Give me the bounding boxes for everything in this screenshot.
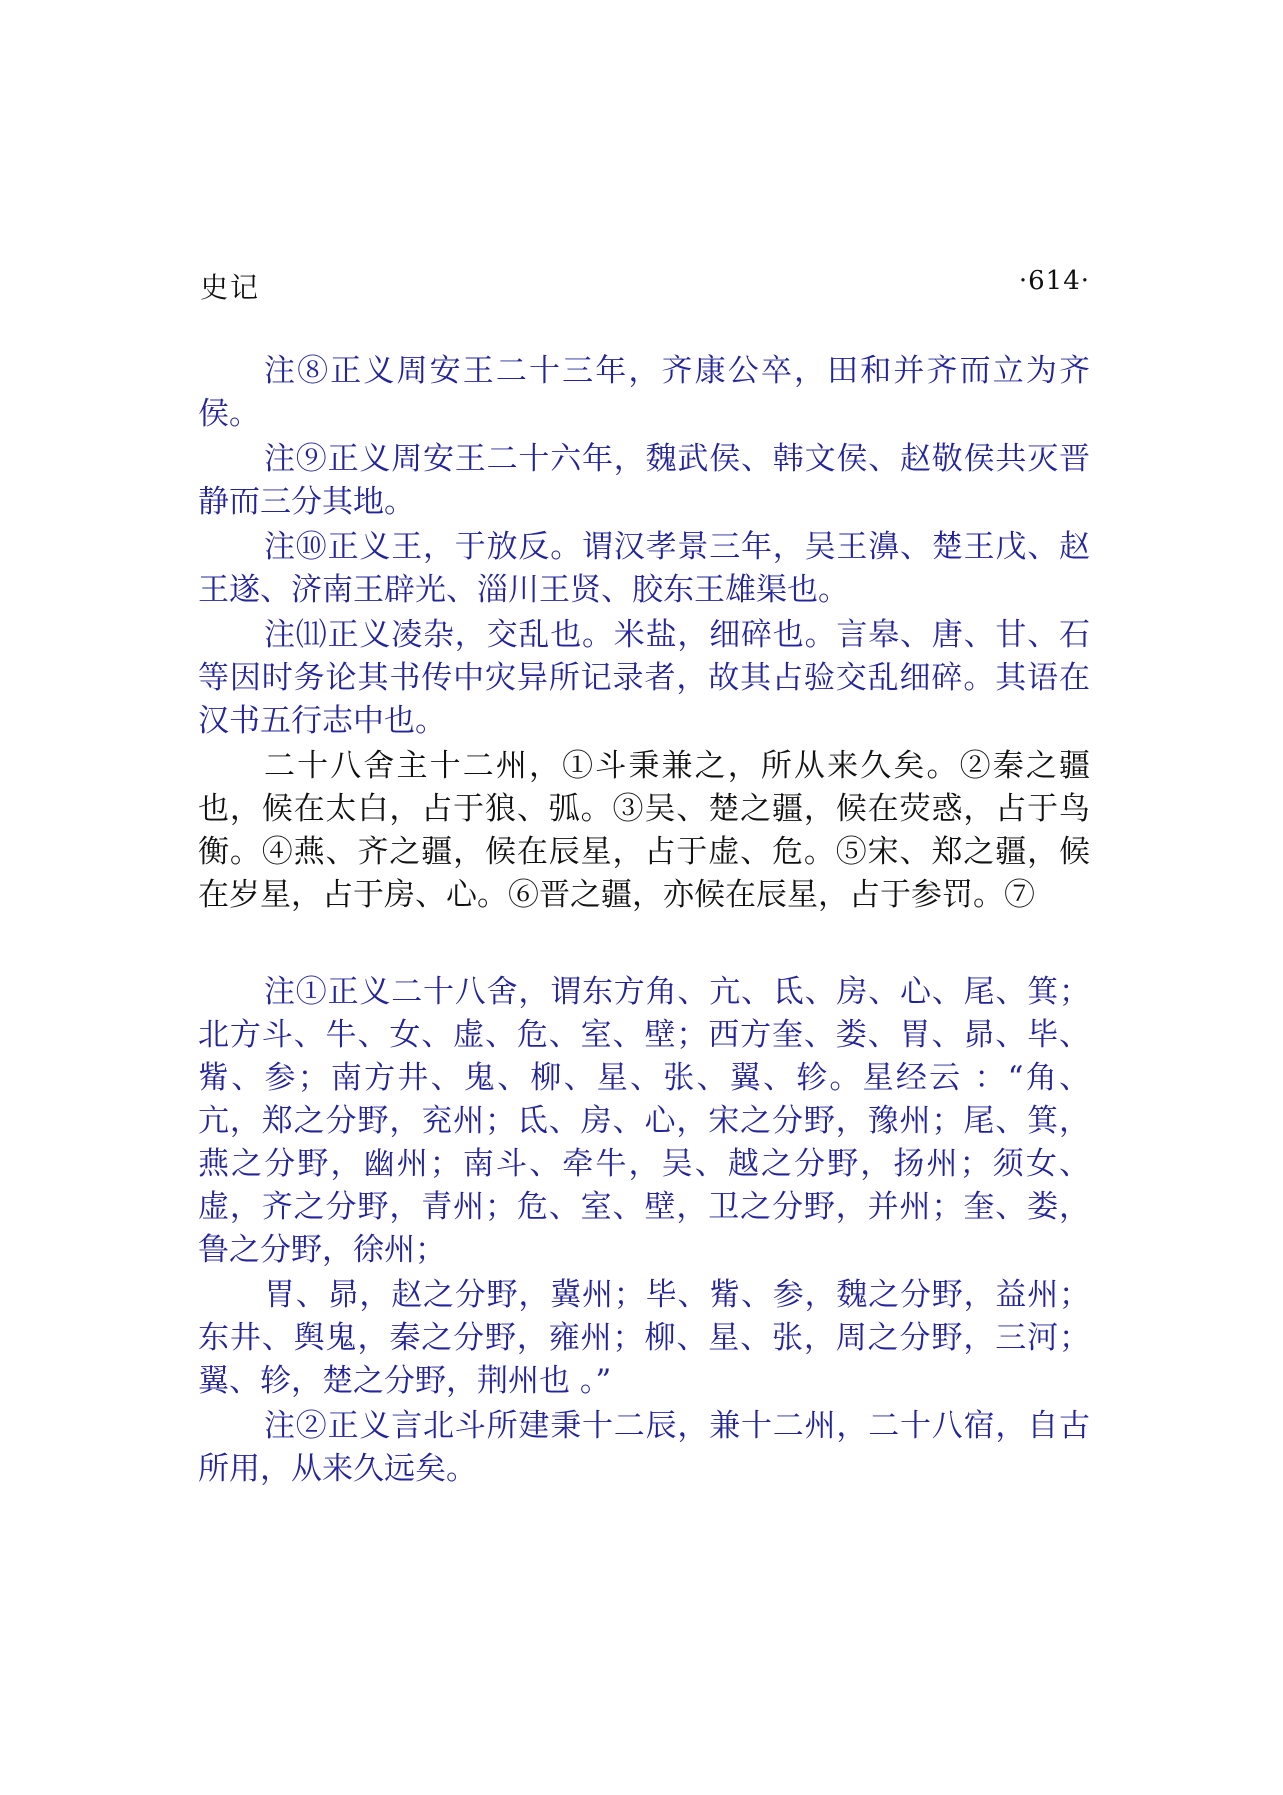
paragraph-spacer <box>198 919 1090 971</box>
annotation-paragraph: 注⑨正义周安王二十六年，魏武侯、韩文侯、赵敬侯共灭晋静而三分其地。 <box>198 441 1090 520</box>
main-text-paragraph: 二十八舍主十二州，①斗秉兼之，所从来久矣。②秦之疆也，候在太白，占于狼、弧。③吴、楚之疆，候在荧惑，占于鸟衡。④燕、齐之疆，候在辰星，占于虚、危。⑤宋、郑之疆，候在岁星，占于房、心。⑥晋之疆，亦候在辰星，占于参罚。⑦ <box>198 748 1090 913</box>
page-content <box>198 350 1090 1493</box>
annotation-paragraph: 注⑾正义凌杂，交乱也。米盐，细碎也。言皋、唐、甘、石等因时务论其书传中灾异所记录者，故其占验交乱细碎。其语在汉书五行志中也。 <box>198 617 1090 739</box>
annotation-paragraph: 注②正义言北斗所建秉十二辰，兼十二州，二十八宿，自古所用，从来久远矣。 <box>198 1408 1090 1487</box>
page-number: ·614· <box>1018 266 1090 296</box>
annotation-paragraph: 胃、昴，赵之分野，冀州；毕、觜、参，魏之分野，益州；东井、舆鬼，秦之分野，雍州；柳、星、张，周之分野，三河；翼、轸，楚之分野，荆州也 。” <box>198 1277 1090 1399</box>
book-title: 史记 <box>200 271 261 304</box>
annotation-paragraph: 注⑩正义王，于放反。谓汉孝景三年，吴王濞、楚王戊、赵王遂、济南王辟光、淄川王贤、胶东王雄渠也。 <box>198 529 1090 608</box>
annotation-paragraph: 注①正义二十八舍，谓东方角、亢、氐、房、心、尾、箕；北方斗、牛、女、虚、危、室、壁；西方奎、娄、胃、昴、毕、觜、参；南方井、鬼、柳、星、张、翼、轸。星经云 ：“角、亢，郑之分野，兖州；氐、房、心，宋之分野，豫州；尾、箕，燕之分野，幽州；南斗、牵牛，吴、越之分野，扬州；须女、虚，齐之分野，青州；危、室、壁，卫之分野，并州；奎、娄，鲁之分野，徐州； <box>198 974 1090 1268</box>
annotation-paragraph: 注⑧正义周安王二十三年，齐康公卒，田和并齐而立为齐侯。 <box>198 353 1090 432</box>
page-header <box>200 266 1090 306</box>
